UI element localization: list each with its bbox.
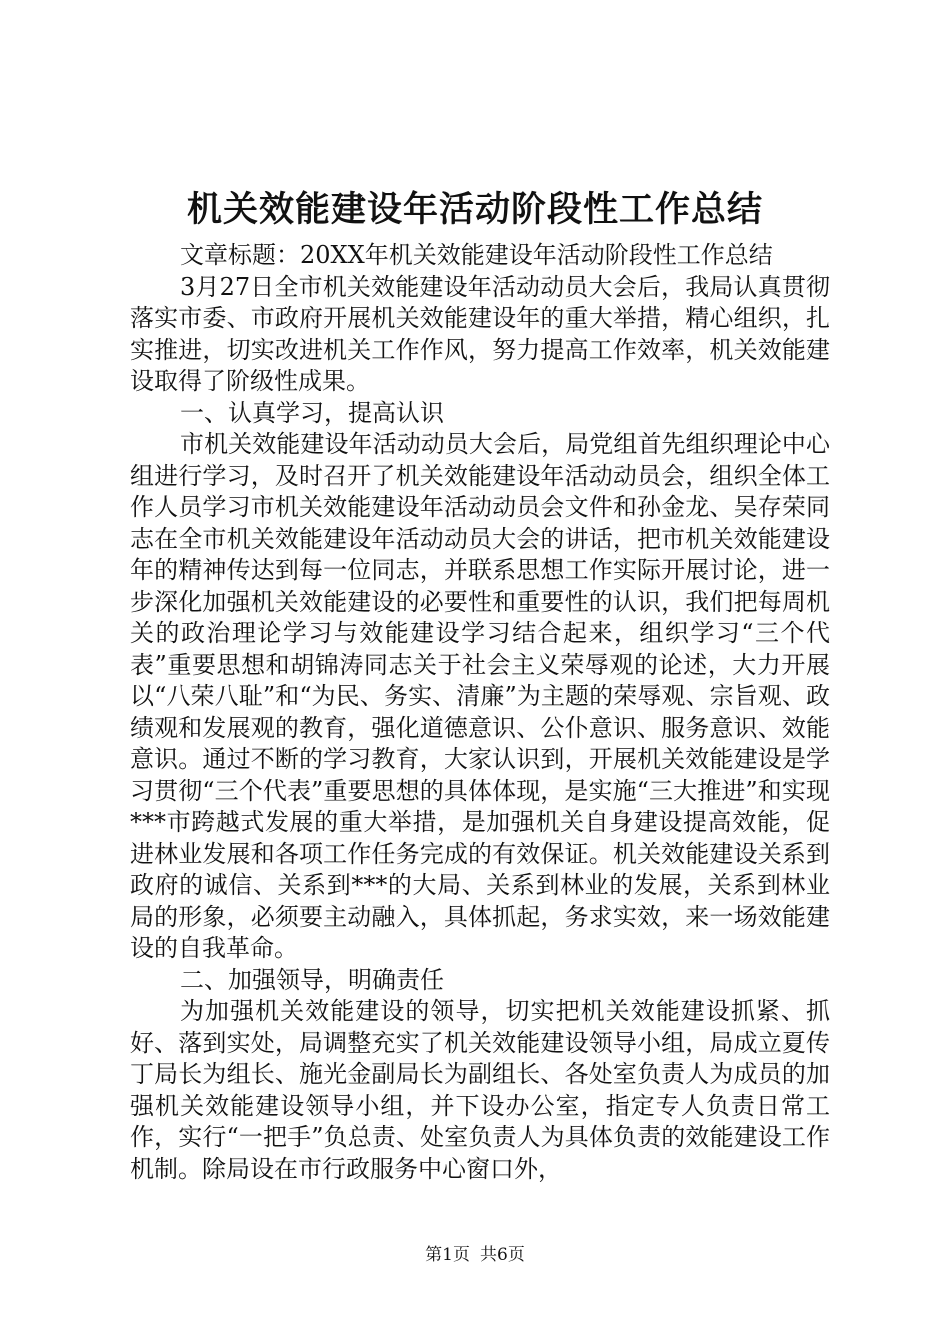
section-2-paragraph: 为加强机关效能建设的领导，切实把机关效能建设抓紧、抓好、落到实处，局调整充实了机关效能建设领导小组，局成立夏传丁局长为组长、施光金副局长为副组长、各处室负责人为成员的加强机关效能建设领导小组，并下设办公室，指定专人负责日常工作，实行“一把手”负总责、处室负责人为具体负责的效能建设工作机制。除局设在市行政服务中心窗口外，	[130, 997, 830, 1183]
page-title: 机关效能建设年活动阶段性工作总结	[186, 189, 763, 230]
section-heading-2: 二、加强领导，明确责任	[180, 965, 444, 994]
page-footer	[0, 1243, 950, 1267]
page-number: 第1页	[425, 1245, 470, 1265]
page-total: 共6页	[480, 1245, 525, 1265]
section-1-paragraph: 市机关效能建设年活动动员大会后，局党组首先组织理论中心组进行学习，及时召开了机关效能建设年活动动员会，组织全体工作人员学习市机关效能建设年活动动员会文件和孙金龙、吴存荣同志在全市机关效能建设年活动动员大会的讲话，把市机关效能建设年的精神传达到每一位同志，并联系思想工作实际开展讨论，进一步深化加强机关效能建设的必要性和重要性的认识，我们把每周机关的政治理论学习与效能建设学习结合起来，组织学习“三个代表”重要思想和胡锦涛同志关于社会主义荣辱观的论述，大力开展以“八荣八耻”和“为民、务实、清廉”为主题的荣辱观、宗旨观、政绩观和发展观的教育，强化道德意识、公仆意识、服务意识、效能意识。通过不断的学习教育，大家认识到，开展机关效能建设是学习贯彻“三个代表”重要思想的具体体现，是实施“三大推进”和实现***市跨越式发展的重大举措，是加强机关自身建设提高效能，促进林业发展和各项工作任务完成的有效保证。机关效能建设关系到政府的诚信、关系到***的大局、关系到林业的发展，关系到林业局的形象，必须要主动融入，具体抓起，务求实效，来一场效能建设的自我革命。	[130, 430, 830, 962]
intro-paragraph: 3月27日全市机关效能建设年活动动员大会后，我局认真贯彻落实市委、市政府开展机关效能建设年的重大举措，精心组织，扎实推进，切实改进机关工作作风，努力提高工作效率，机关效能建设取得了阶级性成果。	[130, 272, 830, 395]
article-title-line: 文章标题：20XX年机关效能建设年活动阶段性工作总结	[180, 241, 773, 269]
section-heading-1: 一、认真学习，提高认识	[180, 398, 444, 427]
document-body	[130, 240, 830, 1185]
